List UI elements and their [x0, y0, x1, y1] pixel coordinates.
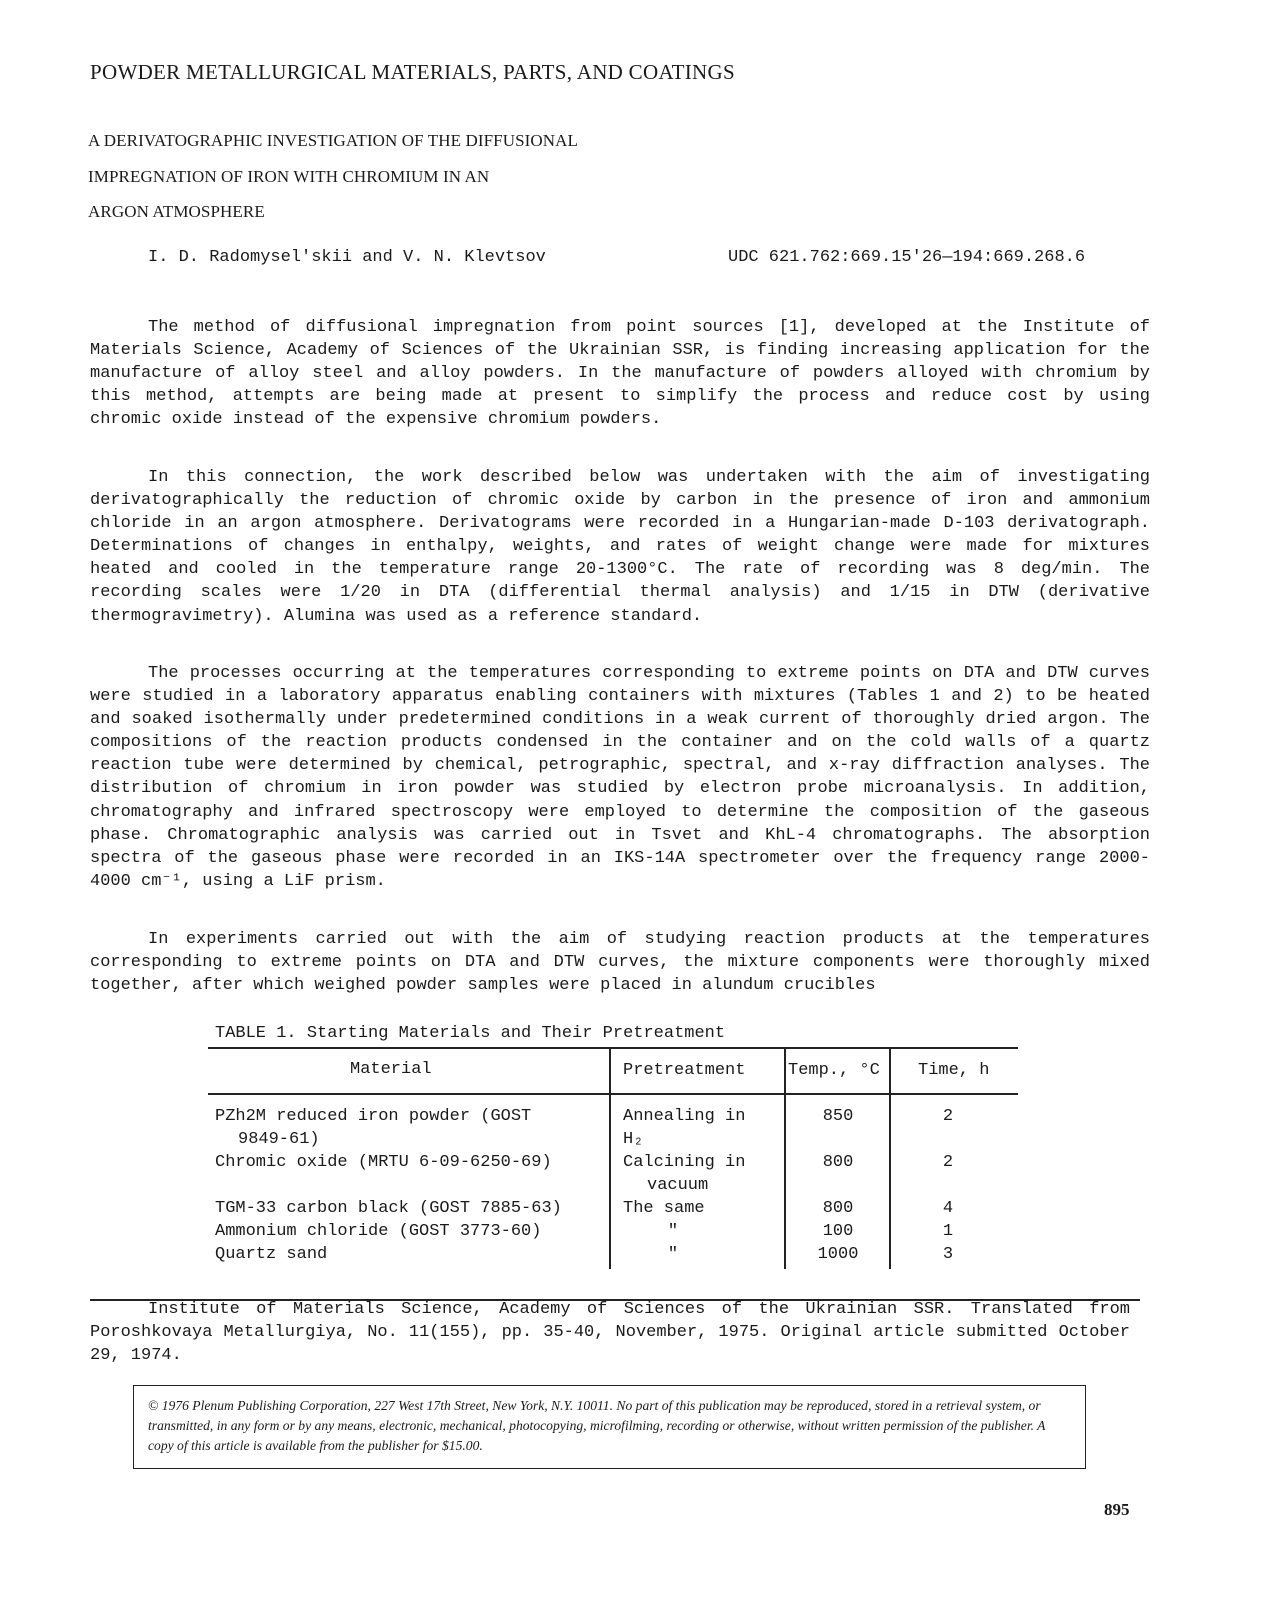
table-header-temp: Temp., °C: [788, 1061, 880, 1080]
table-cell-pretreatment-cont: vacuum: [647, 1176, 709, 1195]
table-cell-time: 2: [942, 1107, 954, 1126]
body-paragraph-4: In experiments carried out with the aim of studying reaction products at the temperatures corresponding to extreme points on DTA and DTW curves, the mixture components were thoroughly mixed together, after which weighed powder samples were placed in alundum crucibles: [90, 930, 1150, 996]
footnote: Institute of Materials Science, Academy of Sciences of the Ukrainian SSR. Translated from Poroshkovaya Metallurgiya, No. 11(155), pp. 35-40, November, 1975. Original article submitted October 29, 1974.: [90, 1300, 1130, 1365]
table-cell-time: 4: [942, 1199, 954, 1218]
table-cell-material: PZh2M reduced iron powder (GOST: [215, 1107, 532, 1126]
table-cell-time: 2: [942, 1153, 954, 1172]
table-col-divider: [784, 1049, 786, 1269]
table-cell-pretreatment: ": [667, 1245, 679, 1264]
copyright-notice: © 1976 Plenum Publishing Corporation, 227 West 17th Street, New York, N.Y. 10011. No part of this publication may be reproduced, stored in a retrieval system, or transmitted, in any form or by any means, electronic, mechanical, photocopying, microfilming, recording or otherwise, without written permission of the publisher. A copy of this article is available from the publisher for $15.00.: [148, 1398, 1046, 1453]
table-cell-temp: 800: [822, 1199, 854, 1218]
udc-code: UDC 621.762:669.15'26—194:669.268.6: [728, 248, 1086, 267]
table-cell-material-cont: 9849-61): [238, 1130, 320, 1149]
table-cell-material: Chromic oxide (MRTU 6-09-6250-69): [215, 1153, 552, 1172]
body-paragraph-1: The method of diffusional impregnation from point sources [1], developed at the Institute of Materials Science, Academy of Sciences of the Ukrainian SSR, is finding increasing application for the manufacture of alloy steel and alloy powders. In the manufacture of powders alloyed with chromium by this method, attempts are being made at present to simplify the process and reduce cost by using chromic oxide instead of the expensive chromium powders.: [90, 318, 1150, 430]
section-heading: POWDER METALLURGICAL MATERIALS, PARTS, AND COATINGS: [90, 60, 735, 84]
table-cell-material: TGM-33 carbon black (GOST 7885-63): [215, 1199, 562, 1218]
table-caption: TABLE 1. Starting Materials and Their Pretreatment: [215, 1024, 726, 1043]
table-cell-temp: 1000: [817, 1245, 859, 1264]
authors: I. D. Radomysel'skii and V. N. Klevtsov: [148, 248, 546, 267]
table-header-pretreatment: Pretreatment: [623, 1061, 746, 1080]
table-cell-material: Ammonium chloride (GOST 3773-60): [215, 1222, 542, 1241]
table-cell-pretreatment: Calcining in: [623, 1153, 746, 1172]
page-number: 895: [1104, 1500, 1130, 1519]
table-cell-pretreatment-cont: H₂: [623, 1130, 644, 1149]
article-title-line-3: ARGON ATMOSPHERE: [88, 202, 265, 221]
table-col-divider: [889, 1049, 891, 1269]
table-cell-material: Quartz sand: [215, 1245, 328, 1264]
table-cell-time: 1: [942, 1222, 954, 1241]
article-title-line-1: A DERIVATOGRAPHIC INVESTIGATION OF THE DIFFUSIONAL: [88, 131, 578, 150]
copyright-box: [133, 1385, 1086, 1469]
body-paragraph-3: The processes occurring at the temperatures corresponding to extreme points on DTA and DTW curves were studied in a laboratory apparatus enabling containers with mixtures (Tables 1 and 2) to be heated and soaked isothermally under predetermined conditions in a weak current of thoroughly dried argon. The compositions of the reaction products condensed in the container and on the cold walls of a quartz reaction tube were determined by chemical, petrographic, spectral, and x-ray diffraction analyses. The distribution of chromium in iron powder was studied by electron probe microanalysis. In addition, chromatography and infrared spectroscopy were employed to determine the composition of the gaseous phase. Chromatographic analysis was carried out in Tsvet and KhL-4 chromatographs. The absorption spectra of the gaseous phase were recorded in an IKS-14A spectrometer over the frequency range 2000-4000 cm⁻¹, using a LiF prism.: [90, 664, 1150, 891]
table-header-rule: [208, 1093, 1018, 1095]
article-title-line-2: IMPREGNATION OF IRON WITH CHROMIUM IN AN: [88, 167, 490, 186]
table-cell-temp: 100: [822, 1222, 854, 1241]
table-col-divider: [609, 1049, 611, 1269]
table-cell-pretreatment: The same: [623, 1199, 705, 1218]
table-cell-time: 3: [942, 1245, 954, 1264]
table-cell-temp: 800: [822, 1153, 854, 1172]
table-header-material: Material: [350, 1060, 432, 1079]
table-cell-temp: 850: [822, 1107, 854, 1126]
table-cell-pretreatment: ": [667, 1222, 679, 1241]
table-cell-pretreatment: Annealing in: [623, 1107, 746, 1126]
body-paragraph-2: In this connection, the work described below was undertaken with the aim of investigating derivatographically the reduction of chromic oxide by carbon in the presence of iron and ammonium chloride in an argon atmosphere. Derivatograms were recorded in a Hungarian-made D-103 derivatograph. Determinations of changes in enthalpy, weights, and rates of weight change were made for mixtures heated and cooled in the temperature range 20-1300°C. The rate of recording was 8 deg/min. The recording scales were 1/20 in DTA (differential thermal analysis) and 1/15 in DTW (derivative thermogravimetry). Alumina was used as a reference standard.: [90, 468, 1150, 626]
table-header-time: Time, h: [918, 1061, 990, 1080]
table-top-rule: [208, 1047, 1018, 1049]
